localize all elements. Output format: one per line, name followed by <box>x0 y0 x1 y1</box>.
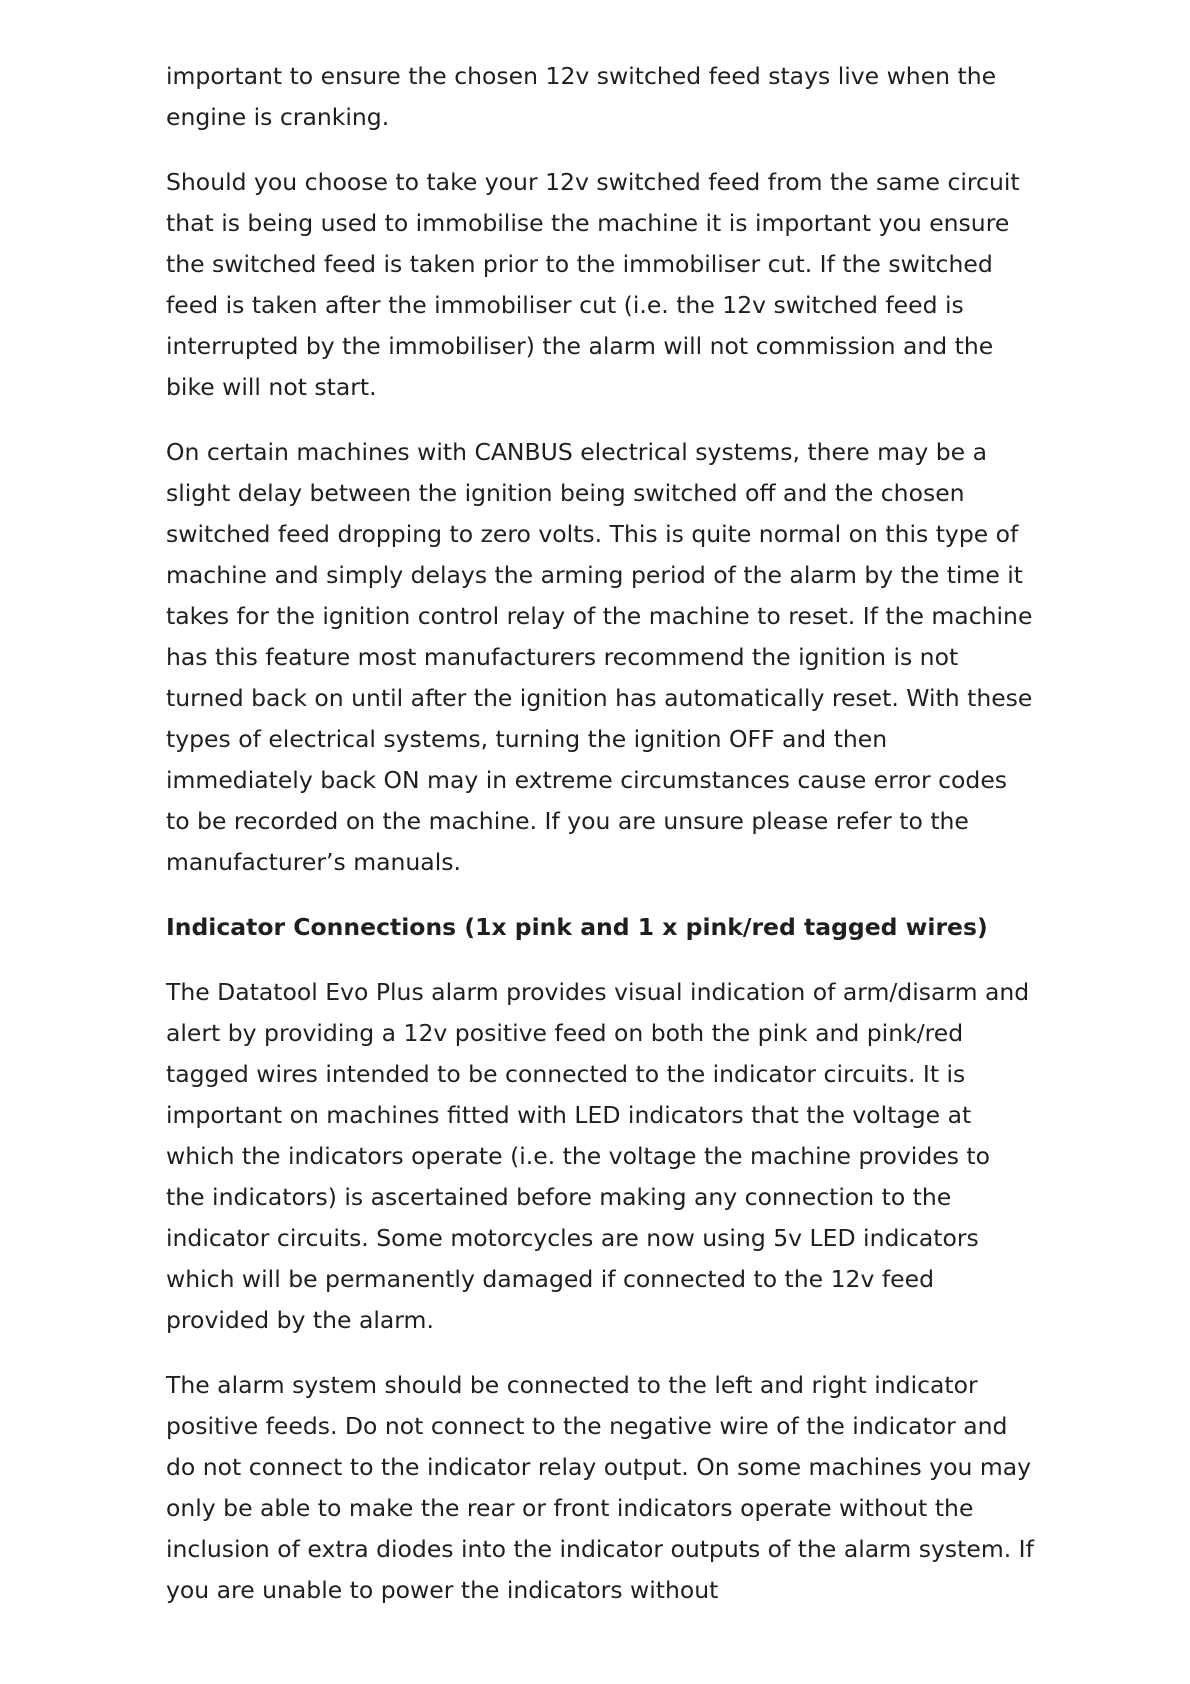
paragraph-indicator-feed: The Datatool Evo Plus alarm provides visual indication of arm/disarm and alert by providing a 12v positive feed on both the pink and pink/red tagged wires intended to be connected to the indicator circuits. It is important on machines fitted with LED indicators that the voltage at which the indicators operate (i.e. the voltage the machine provides to the indicators) is ascertained before making any connection to the indicator circuits. Some motorcycles are now using 5v LED indicators which will be permanently damaged if connected to the 12v feed provided by the alarm. <box>166 978 1030 1334</box>
paragraph-indicator-wiring: The alarm system should be connected to the left and right indicator positive feeds. Do not connect to the negative wire of the indicator and do not connect to the indicator relay output. On some machines you may only be able to make the rear or front indicators operate without the inclusion of extra diodes into the indicator outputs of the alarm system. If you are unable to power the indicators without <box>166 1371 1034 1604</box>
document-page <box>166 56 1034 1635</box>
paragraph-immobiliser-cut: Should you choose to take your 12v switched feed from the same circuit that is being used to immobilise the machine it is important you ensure the switched feed is taken prior to the immobiliser cut. If the switched feed is taken after the immobiliser cut (i.e. the 12v switched feed is interrupted by the immobiliser) the alarm will not commission and the bike will not start. <box>166 168 1020 401</box>
paragraph-engine-cranking: important to ensure the chosen 12v switched feed stays live when the engine is cranking. <box>166 62 997 131</box>
section-heading-indicator-connections: Indicator Connections (1x pink and 1 x pink/red tagged wires) <box>166 913 988 941</box>
paragraph-canbus: On certain machines with CANBUS electrical systems, there may be a slight delay between the ignition being switched off and the chosen switched feed dropping to zero volts. This is quite normal on this type of machine and simply delays the arming period of the alarm by the time it takes for the ignition control relay of the machine to reset. If the machine has this feature most manufacturers recommend the ignition is not turned back on until after the ignition has automatically reset. With these types of electrical systems, turning the ignition OFF and then immediately back ON may in extreme circumstances cause error codes to be recorded on the machine. If you are unsure please refer to the manufacturer’s manuals. <box>166 438 1033 876</box>
